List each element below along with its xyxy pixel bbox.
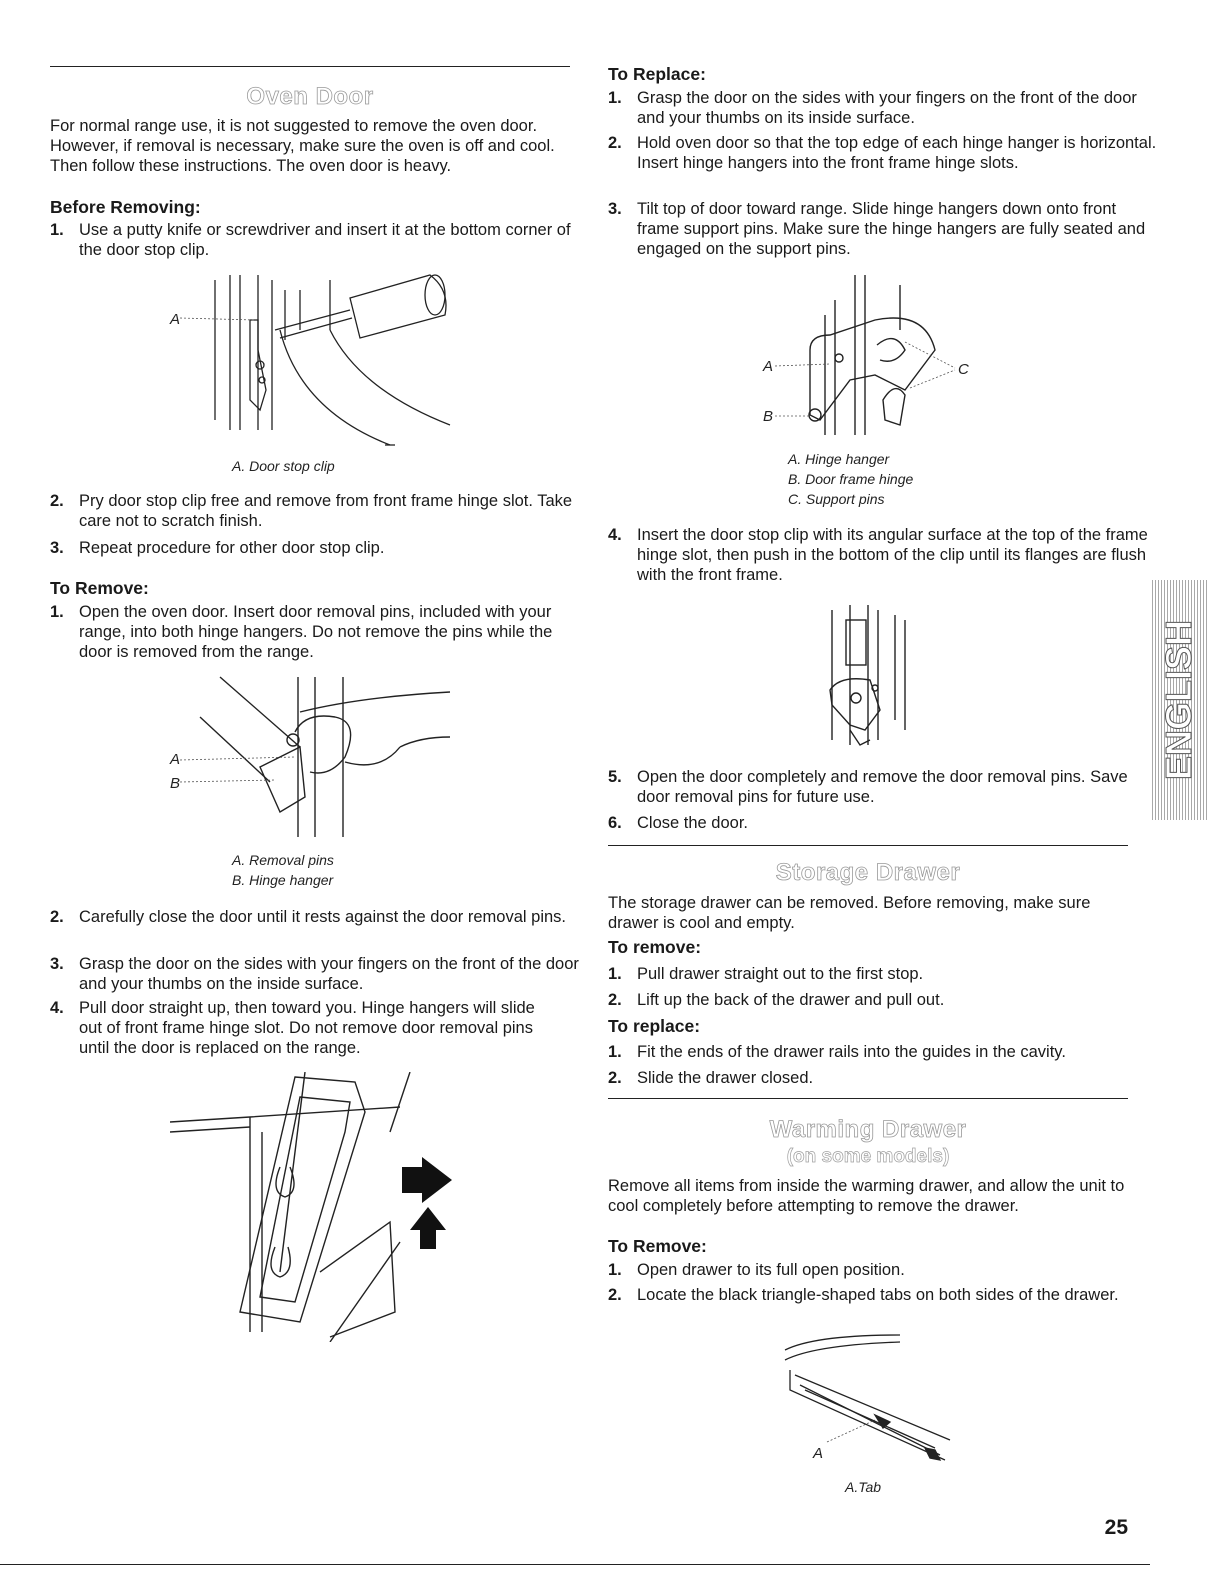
before-removing-step-3	[50, 538, 579, 558]
oven-door-intro: For normal range use, it is not suggested to remove the oven door. However, if removal is necessary, make sure the oven is off and cool. Then follow these instructions. The oven door is heavy.	[50, 117, 555, 175]
storage-drawer-intro: The storage drawer can be removed. Before removing, make sure drawer is cool and empty.	[608, 894, 1091, 932]
to-remove-step-2	[50, 907, 599, 927]
fig-label-b: B	[763, 408, 774, 425]
step-number: 2.	[608, 991, 622, 1009]
step-text: Insert the door stop clip with its angular surface at the top of the frame hinge slot, then push in the bottom of the clip until its flanges are flush with the front frame.	[637, 526, 1148, 584]
removal-pins-figure	[160, 672, 460, 842]
storage-replace-heading: To replace:	[608, 1016, 701, 1036]
fig-label-a: A	[813, 1445, 824, 1462]
step-number: 5.	[608, 768, 622, 786]
to-replace-step-6	[608, 813, 1137, 833]
door-stop-clip-figure	[160, 270, 460, 450]
warming-drawer-tab-figure	[775, 1330, 975, 1470]
storage-replace-step-2	[608, 1068, 1137, 1088]
step-text: Pull door straight up, then toward you. Hinge hangers will slide out of front frame hinge slot. Do not remove door removal pins until the door is replaced on the range.	[79, 999, 535, 1057]
step-text: Slide the drawer closed.	[637, 1069, 814, 1087]
before-removing-heading: Before Removing:	[50, 197, 201, 217]
step-number: 4.	[50, 999, 64, 1017]
warming-remove-step-1	[608, 1260, 1137, 1280]
step-number: 2.	[50, 492, 64, 510]
step-text: Carefully close the door until it rests against the door removal pins.	[79, 908, 566, 926]
door-stop-clip-caption: A. Door stop clip	[232, 458, 335, 474]
to-replace-step-2	[608, 133, 1157, 173]
warming-drawer-top-rule	[608, 1098, 1128, 1099]
fig-label-a: A	[170, 751, 181, 768]
hinge-caption-a: A. Hinge hanger	[788, 451, 890, 467]
storage-remove-step-2	[608, 990, 1137, 1010]
removal-pins-caption-b: B. Hinge hanger	[232, 872, 334, 888]
to-replace-step-3	[608, 199, 1157, 259]
step-number: 1.	[50, 221, 64, 239]
to-replace-step-4	[608, 525, 1157, 585]
storage-replace-step-1	[608, 1042, 1157, 1062]
step-text: Grasp the door on the sides with your fingers on the front of the door and your thumbs on the inside surface.	[79, 955, 579, 993]
fig-label-b: B	[170, 775, 181, 792]
step-text: Grasp the door on the sides with your fingers on the front of the door and your thumbs on its inside surface.	[637, 89, 1137, 127]
step-number: 2.	[50, 908, 64, 926]
step-number: 3.	[50, 955, 64, 973]
step-number: 1.	[608, 1261, 622, 1279]
warming-drawer-title: Warming Drawer	[769, 1116, 967, 1143]
step-number: 1.	[608, 965, 622, 983]
to-remove-step-3	[50, 954, 589, 994]
door-lift-figure	[170, 1072, 470, 1342]
hinge-caption-c: C. Support pins	[788, 491, 885, 507]
step-text: Tilt top of door toward range. Slide hinge hangers down onto front frame support pins. Make sure the hinge hangers are fully seated and engaged on the support pins.	[637, 200, 1146, 258]
step-text: Locate the black triangle-shaped tabs on both sides of the drawer.	[637, 1286, 1119, 1304]
to-replace-step-1	[608, 88, 1152, 128]
step-number: 1.	[50, 603, 64, 621]
bottom-rule	[0, 1564, 1150, 1565]
oven-door-top-rule	[50, 66, 570, 67]
fig-label-c: C	[958, 361, 969, 378]
step-text: Close the door.	[637, 814, 748, 832]
hinge-hanger-figure	[755, 270, 995, 440]
removal-pins-caption-a: A. Removal pins	[232, 852, 334, 868]
step-number: 1.	[608, 89, 622, 107]
side-tab-label: ENGLISH	[1158, 619, 1199, 781]
step-text: Open the oven door. Insert door removal pins, included with your range, into both hinge hangers. Do not remove the pins while the door is removed from the range.	[79, 603, 553, 661]
fig-label-a: A	[170, 311, 181, 328]
step-number: 1.	[608, 1043, 622, 1061]
oven-door-title: Oven Door	[246, 83, 374, 110]
step-number: 3.	[50, 539, 64, 557]
door-stop-clip-install-figure	[810, 600, 920, 750]
to-remove-step-1	[50, 602, 589, 662]
page-number: 25	[1104, 1516, 1128, 1539]
step-number: 6.	[608, 814, 622, 832]
warming-drawer-intro: Remove all items from inside the warming drawer, and allow the unit to cool completely before attempting to remove the drawer.	[608, 1177, 1125, 1215]
storage-drawer-title: Storage Drawer	[775, 859, 961, 886]
storage-remove-step-1	[608, 964, 1137, 984]
before-removing-step-2	[50, 491, 579, 531]
step-text: Lift up the back of the drawer and pull out.	[637, 991, 945, 1009]
step-text: Open drawer to its full open position.	[637, 1261, 905, 1279]
tab-caption: A.Tab	[845, 1479, 882, 1495]
to-replace-step-5	[608, 767, 1157, 807]
step-number: 2.	[608, 134, 622, 152]
step-text: Hold oven door so that the top edge of each hinge hanger is horizontal. Insert hinge hangers into the front frame hinge slots.	[637, 134, 1157, 172]
storage-drawer-top-rule	[608, 845, 1128, 846]
step-number: 4.	[608, 526, 622, 544]
hinge-caption-b: B. Door frame hinge	[788, 471, 914, 487]
to-remove-heading: To Remove:	[50, 578, 149, 598]
language-side-tab	[1150, 580, 1208, 820]
step-text: Use a putty knife or screwdriver and insert it at the bottom corner of the door stop clip.	[79, 221, 571, 259]
warming-drawer-subtitle: (on some models)	[786, 1146, 950, 1167]
fig-label-a: A	[763, 358, 774, 375]
before-removing-step-1	[50, 220, 579, 260]
step-text: Fit the ends of the drawer rails into the guides in the cavity.	[637, 1043, 1066, 1061]
step-number: 2.	[608, 1069, 622, 1087]
step-text: Pull drawer straight out to the first stop.	[637, 965, 924, 983]
step-text: Pry door stop clip free and remove from front frame hinge slot. Take care not to scratch finish.	[79, 492, 573, 530]
storage-remove-heading: To remove:	[608, 937, 702, 957]
to-remove-step-4	[50, 998, 559, 1058]
step-text: Open the door completely and remove the door removal pins. Save door removal pins for future use.	[637, 768, 1128, 806]
warming-remove-step-2	[608, 1285, 1137, 1305]
step-text: Repeat procedure for other door stop clip.	[79, 539, 385, 557]
to-replace-heading: To Replace:	[608, 64, 706, 84]
step-number: 2.	[608, 1286, 622, 1304]
warming-remove-heading: To Remove:	[608, 1236, 707, 1256]
step-number: 3.	[608, 200, 622, 218]
